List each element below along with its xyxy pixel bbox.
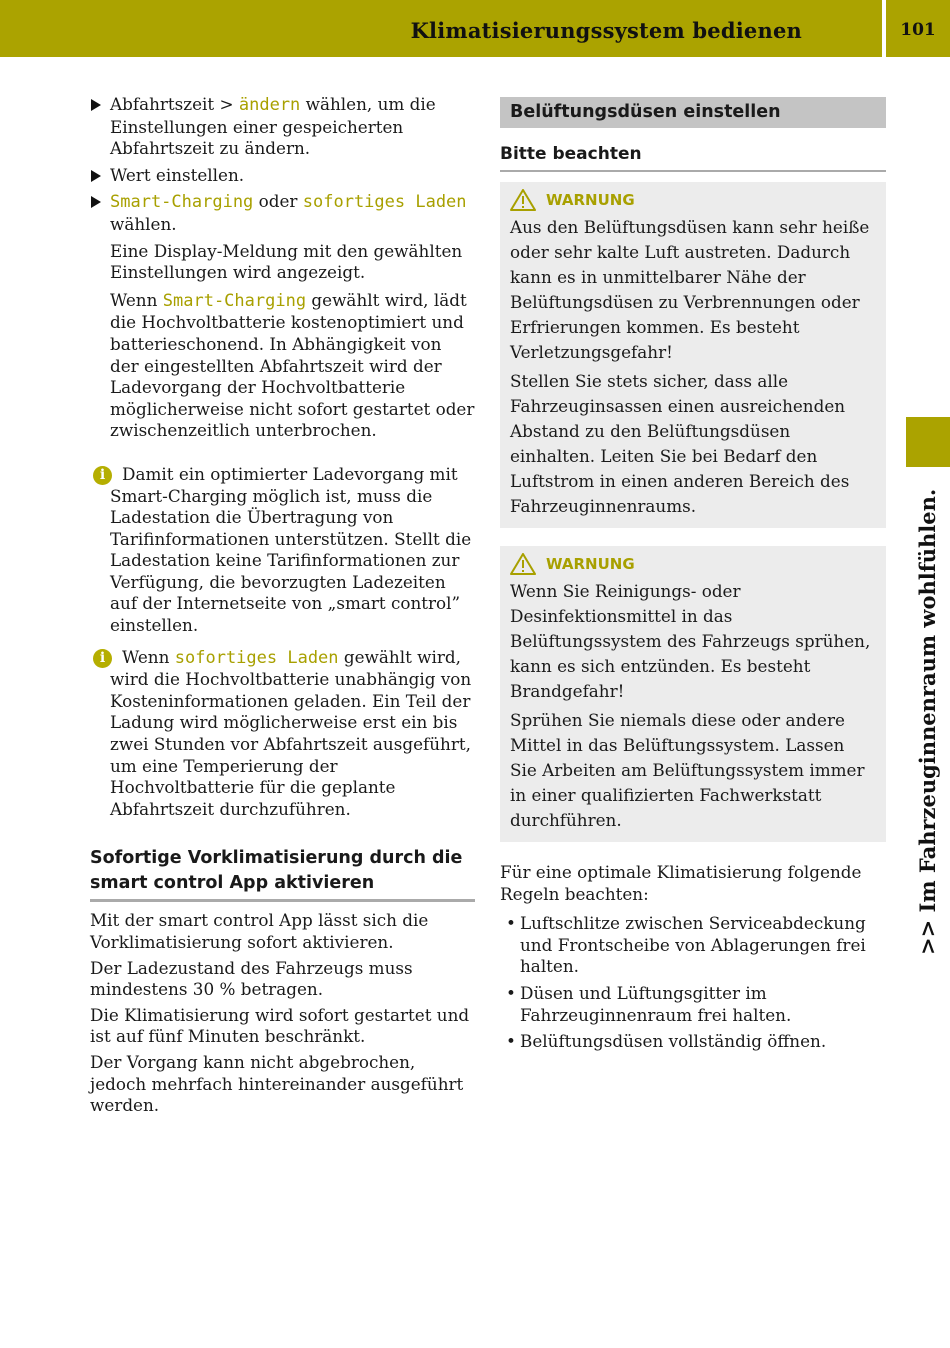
step-text: Abfahrtszeit > [110,94,239,114]
display-term: sofortiges Laden [302,192,467,213]
list-item [500,913,886,978]
warning-label: WARNUNG [546,191,635,209]
paragraph: Der Ladezustand des Fahrzeugs muss mindestens 30 % betragen. [90,957,413,1000]
page-number: 101 [900,20,936,40]
display-term: Smart-Charging [110,192,254,213]
info-text: Wenn [122,646,175,667]
result-text: Eine Display-Meldung mit den gewählten Einstellungen wird angezeigt. [110,240,463,283]
step-item [90,165,475,187]
warning-text: Wenn Sie Reinigungs- oder Desinfektionsmittel in das Belüftungssystem des Fahrzeugs sprühen, kann es sich entzünden. Es besteht Brandgefahr! [510,581,871,701]
warning-box [500,546,886,842]
paragraph: Mit der smart control App lässt sich die Vorklimatisierung sofort aktivieren. [90,910,429,952]
warning-text: Aus den Belüftungsdüsen kann sehr heiße oder sehr kalte Luft austreten. Dadurch kann es in unmittelbarer Nähe der Belüftungsdüsen zu Verbrennungen oder Erfrierungen kommen. Es besteht Verletzungsgefahr! [510,217,870,362]
list-item-text: Düsen und Lüftungsgitter im Fahrzeuginnenraum frei halten. [520,982,792,1025]
page-title: Klimatisierungssystem bedienen [410,18,802,43]
step-item [90,94,475,160]
warning-triangle-icon [510,189,536,211]
result-text: Wenn [110,289,163,310]
paragraph: Die Klimatisierung wird sofort gestartet und ist auf fünf Minuten beschränkt. [90,1004,470,1047]
info-note [90,647,475,821]
subheading: Bitte beachten [500,142,886,172]
bullet-icon: • [506,1031,516,1052]
info-note [90,464,475,637]
info-icon: i [93,649,112,668]
info-text: Damit ein optimierter Ladevorgang mit Smart-Charging möglich ist, muss die Ladestation die Übertragung von Tarifinformationen unterstützen. Stellt die Ladestation keine Tarifinformationen zur Verfügung, die bevorzugten Ladezeiten auf der Internetseite von „smart control” einstellen. [110,463,472,636]
display-term: ändern [238,95,301,115]
warning-box [500,182,886,528]
left-column [90,94,475,1117]
chapter-tab-marker [906,417,950,467]
warning-text: Sprühen Sie niemals diese oder andere Mittel in das Belüftungssystem. Lassen Sie Arbeiten am Belüftungssystem immer in einer qualifizierten Fachwerkstatt durchführen. [510,710,865,830]
step-arrow-icon [91,196,101,208]
display-term: sofortiges Laden [174,647,339,668]
chapter-side-label: >> Im Fahrzeuginnenraum wohlfühlen. [915,488,940,955]
step-text: wählen. [110,213,177,234]
warning-label: WARNUNG [546,555,635,573]
step-arrow-icon [91,170,101,182]
result-text: gewählt wird, lädt die Hochvoltbatterie kostenoptimiert und batterieschonend. In Abhängigkeit von der eingestellten Abfahrtszeit wird der Ladevorgang der Hochvoltbatterie möglicherweise nicht sofort gestartet oder zwischenzeitlich unterbrochen. [110,289,475,441]
page-number-box [886,0,950,57]
rules-intro: Für eine optimale Klimatisierung folgende Regeln beachten: [500,862,862,904]
bullet-icon: • [506,982,516,1003]
section-title: Belüftungsdüsen einstellen [500,97,886,128]
section-heading: Sofortige Vorklimatisierung durch die smart control App aktivieren [90,846,475,902]
step-arrow-icon [91,99,101,111]
bullet-icon: • [506,913,516,934]
rules-list [500,913,886,1053]
step-item [90,191,475,235]
list-item-text: Luftschlitze zwischen Serviceabdeckung und Frontscheibe von Ablagerungen frei halten. [520,913,866,977]
step-text: wählen, um die Einstellungen einer gespeicherten Abfahrtszeit zu ändern. [110,94,436,159]
step-text: oder [253,191,303,212]
paragraph: Der Vorgang kann nicht abgebrochen, jedoch mehrfach hintereinander ausgeführt werden. [90,1051,464,1116]
warning-text: Stellen Sie stets sicher, dass alle Fahrzeuginsassen einen ausreichenden Abstand zu den Belüftungsdüsen einhalten. Leiten Sie bei Bedarf den Luftstrom in einen anderen Bereich des Fahrzeuginnenraums. [510,371,850,516]
right-column [500,97,886,1058]
list-item [500,983,886,1026]
step-text: Wert einstellen. [110,164,245,185]
info-text: gewählt wird, wird die Hochvoltbatterie unabhängig von Kosteninformationen geladen. Ein Teil der Ladung wird möglicherweise erst ein bis zwei Stunden vor Abfahrtszeit ausgeführt, um eine Temperierung der Hochvoltbatterie für die geplante Abfahrtszeit durchzuführen. [110,646,472,819]
warning-triangle-icon [510,553,536,575]
header-bar [0,0,882,57]
info-icon: i [93,466,112,485]
list-item-text: Belüftungsdüsen vollständig öffnen. [520,1031,827,1052]
display-term: Smart-Charging [162,290,307,311]
list-item [500,1031,886,1053]
